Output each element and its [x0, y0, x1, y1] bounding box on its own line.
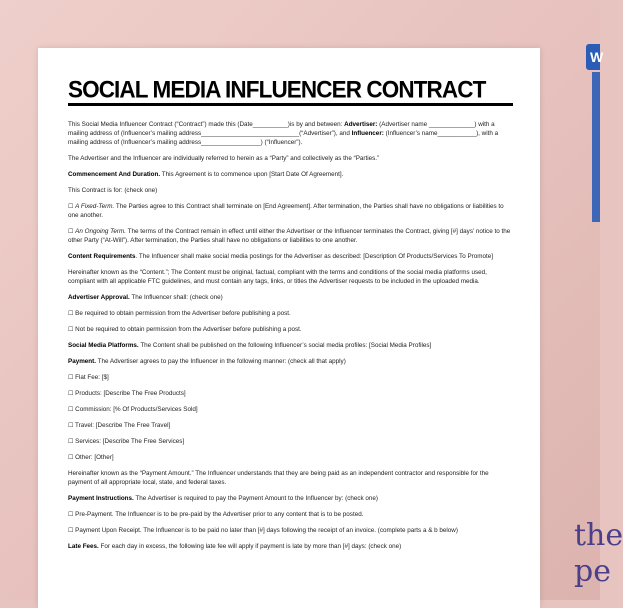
payment-option: ☐ Commission: [% Of Products/Services Sold]: [68, 406, 198, 413]
payment-option: ☐ Other: [Other]: [68, 454, 114, 461]
platforms-paragraph: Social Media Platforms. The Content shall be published on the following Influencer’s social media profiles: [Social Media Profiles]: [68, 342, 432, 349]
instruction-option: ☐ Pre-Payment. The Influencer is to be pre-paid by the Advertiser prior to any content that is to be posted.: [68, 511, 364, 518]
checkbox-icon[interactable]: ☐: [68, 203, 74, 210]
checkbox-icon[interactable]: ☐: [68, 228, 74, 235]
advertiser-approval-paragraph: Advertiser Approval. The Influencer shall: (check one): [68, 294, 223, 301]
late-fees-paragraph: Late Fees. For each day in excess, the following late fee will apply if payment is late by more than [#] days: (check one): [68, 543, 402, 550]
checkbox-icon[interactable]: ☐: [68, 310, 74, 317]
approval-option: ☐ Be required to obtain permission from the Advertiser before publishing a post.: [68, 310, 291, 317]
payment-paragraph: Payment. The Advertiser agrees to pay the Influencer in the following manner: (check all that apply): [68, 358, 346, 365]
document-body: [68, 120, 514, 558]
brand-logo: the pe: [574, 518, 623, 589]
fixed-term-option: ☐ A Fixed-Term. The Parties agree to this Contract shall terminate on [End Agreement]. After termination, the Parties shall have no obligations or liabilities to one another.: [68, 203, 504, 219]
checkbox-icon[interactable]: ☐: [68, 374, 74, 381]
checkbox-icon[interactable]: ☐: [68, 511, 74, 518]
commencement-paragraph: Commencement And Duration. This Agreement is to commence upon [Start Date Of Agreement].: [68, 171, 344, 178]
approval-option: ☐ Not be required to obtain permission from the Advertiser before publishing a post.: [68, 326, 302, 333]
payment-option: ☐ Products: [Describe The Free Products]: [68, 390, 186, 397]
checkbox-icon[interactable]: ☐: [68, 326, 74, 333]
payment-instructions-paragraph: Payment Instructions. The Advertiser is required to pay the Payment Amount to the Influencer by: (check one): [68, 495, 378, 502]
title-underline: [68, 103, 513, 106]
payment-amount-paragraph: Hereinafter known as the “Payment Amount.” The Influencer understands that they are being paid as an independent contractor and responsible for the payment of all appropriate local, state, and federal taxes.: [68, 470, 489, 486]
word-badge-strip: [592, 72, 600, 222]
intro-paragraph: This Social Media Influencer Contract (“Contract”) made this (Date__________)is by and between: Advertiser: (Advertiser name _____________) with a mailing address of (Influencer’s mailing address____________________________(“Advertiser”), and Influencer: (Influencer’s name___________), with a mailing address of (Influencer’s mailing address_________________) (“Influencer”).: [68, 121, 499, 146]
checkbox-icon[interactable]: ☐: [68, 454, 74, 461]
ongoing-term-option: ☐ An Ongoing Term. The terms of the Contract remain in effect until either the Advertiser or the Influencer terminates the Contract, giving [#] days’ notice to the other Party (“At-Will”). After termination, the Parties shall have no obligations or liabilities to one another.: [68, 228, 511, 244]
payment-option: ☐ Services: [Describe The Free Services]: [68, 438, 185, 445]
content-requirements-paragraph: Content Requirements. The Influencer shall make social media postings for the Advertiser as described: [Description Of Products/Services To Promote]: [68, 253, 493, 260]
payment-option: ☐ Flat Fee: [$]: [68, 374, 109, 381]
content-definition-paragraph: Hereinafter known as the “Content.”; The Content must be original, factual, compliant with the terms and conditions of the social media platforms used, compliant with all applicable FTC guidelines, and must contain any tags, links, or titles the Advertiser requests to be included in the uploaded media.: [68, 269, 487, 285]
parties-paragraph: The Advertiser and the Influencer are individually referred to herein as a “Party” and collectively as the “Parties.”: [68, 155, 380, 162]
word-file-icon: W: [586, 44, 600, 70]
contract-for-paragraph: This Contract is for: (check one): [68, 187, 158, 194]
checkbox-icon[interactable]: ☐: [68, 406, 74, 413]
document-page: [38, 48, 540, 608]
checkbox-icon[interactable]: ☐: [68, 527, 74, 534]
payment-option: ☐ Travel: [Describe The Free Travel]: [68, 422, 171, 429]
document-title: SOCIAL MEDIA INFLUENCER CONTRACT: [68, 76, 486, 103]
checkbox-icon[interactable]: ☐: [68, 390, 74, 397]
checkbox-icon[interactable]: ☐: [68, 422, 74, 429]
instruction-option: ☐ Payment Upon Receipt. The Influencer is to be paid no later than [#] days following the receipt of an invoice. (complete parts a & b below): [68, 527, 458, 534]
checkbox-icon[interactable]: ☐: [68, 438, 74, 445]
